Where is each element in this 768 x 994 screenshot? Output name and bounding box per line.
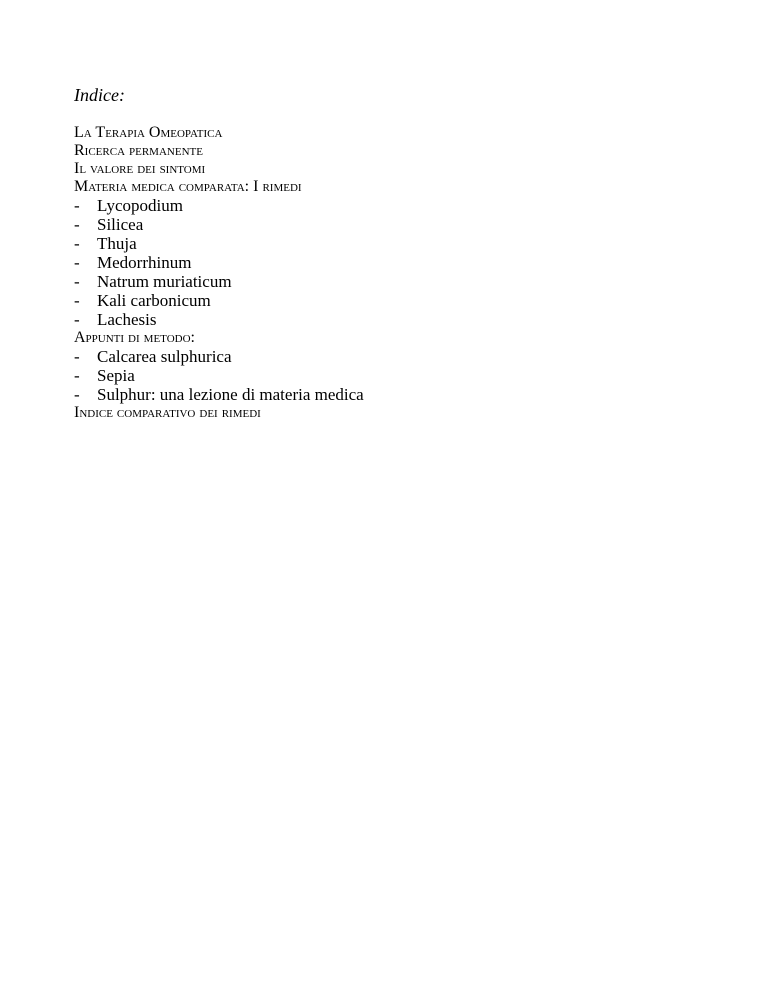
toc-section-valore-sintomi[interactable]: Il valore dei sintomi (74, 160, 206, 177)
toc-item-label: Calcarea sulphurica (97, 347, 232, 366)
toc-item-label: Silicea (97, 215, 144, 234)
table-of-contents (74, 124, 714, 422)
toc-item[interactable] (74, 366, 714, 385)
document-page (74, 84, 714, 422)
bullet-dash: - (74, 366, 80, 385)
index-heading: Indice: (74, 85, 125, 105)
bullet-dash: - (74, 196, 80, 215)
toc-item[interactable] (74, 196, 714, 215)
toc-item-label: Kali carbonicum (97, 291, 211, 310)
bullet-dash: - (74, 347, 80, 366)
toc-section-ricerca-permanente[interactable]: Ricerca permanente (74, 142, 203, 159)
toc-item[interactable] (74, 234, 714, 253)
bullet-dash: - (74, 272, 80, 291)
toc-item[interactable] (74, 385, 714, 404)
bullet-dash: - (74, 234, 80, 253)
bullet-dash: - (74, 310, 80, 329)
toc-section-indice-comparativo[interactable]: Indice comparativo dei rimedi (74, 404, 261, 421)
toc-item-label: Lachesis (97, 310, 157, 329)
toc-item-label: Lycopodium (97, 196, 183, 215)
toc-item-label: Sulphur: una lezione di materia medica (97, 385, 364, 404)
toc-item-label: Natrum muriaticum (97, 272, 232, 291)
bullet-dash: - (74, 253, 80, 272)
toc-section-terapia-omeopatica[interactable]: La Terapia Omeopatica (74, 124, 223, 141)
bullet-dash: - (74, 291, 80, 310)
bullet-dash: - (74, 215, 80, 234)
toc-item-label: Thuja (97, 234, 137, 253)
toc-section-materia-medica-comparata[interactable]: Materia medica comparata: I rimedi (74, 178, 302, 195)
toc-item[interactable] (74, 253, 714, 272)
toc-item-label: Sepia (97, 366, 135, 385)
toc-item[interactable] (74, 272, 714, 291)
bullet-dash: - (74, 385, 80, 404)
toc-item[interactable] (74, 347, 714, 366)
toc-item[interactable] (74, 291, 714, 310)
toc-item[interactable] (74, 215, 714, 234)
toc-item[interactable] (74, 310, 714, 329)
toc-item-label: Medorrhinum (97, 253, 192, 272)
toc-section-appunti-metodo[interactable]: Appunti di metodo: (74, 329, 195, 346)
